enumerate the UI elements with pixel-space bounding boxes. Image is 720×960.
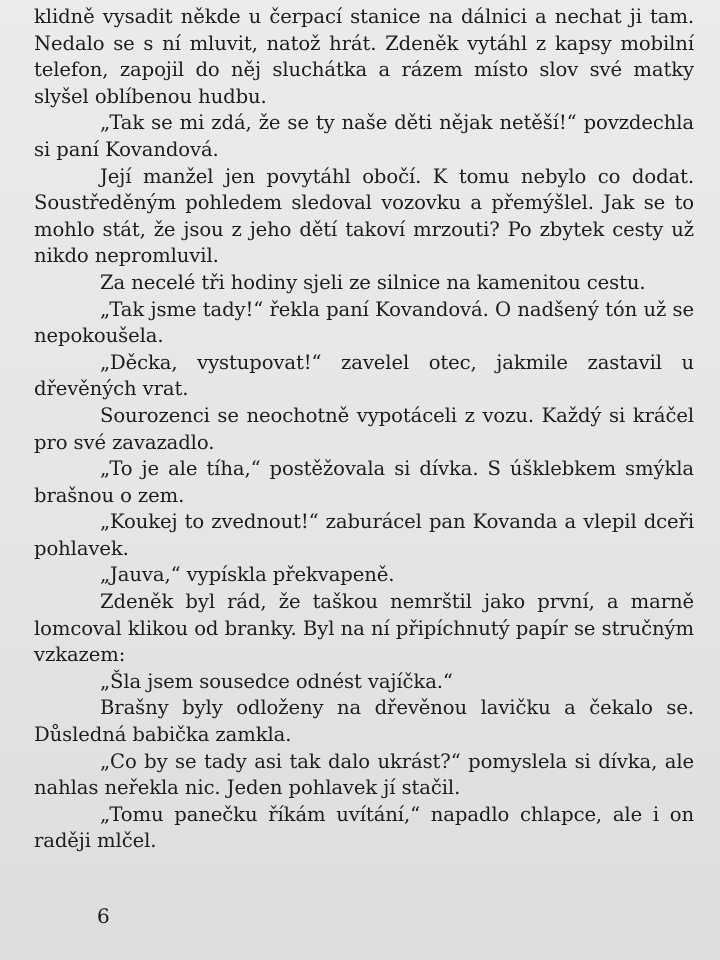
paragraph: klidně vysadit někde u čerpací stanice na dálnici a nechat ji tam. Nedalo se s ní mluvit, natož hrát. Zdeněk vytáhl z kapsy mobilní telefon, zapojil do něj sluchátka a rázem místo slov své matky slyšel oblíbenou hudbu. <box>34 5 694 108</box>
paragraph: „Děcka, vystupovat!“ zavelel otec, jakmile zastavil u dřevěných vrat. <box>34 350 694 401</box>
paragraph: „Tomu panečku říkám uvítání,“ napadlo chlapce, ale i on raději mlčel. <box>34 802 694 853</box>
paragraph: „Tak jsme tady!“ řekla paní Kovandová. O nadšený tón už se nepokoušela. <box>34 297 694 348</box>
page-number: 6 <box>97 904 110 928</box>
paragraph: Její manžel jen povytáhl obočí. K tomu nebylo co dodat. Soustředěným pohledem sledoval vozovku a přemýšlel. Jak se to mohlo stát, že jsou z jeho dětí takoví mrzouti? Po zbytek cesty už nikdo nepromluvil. <box>34 164 694 268</box>
paragraph: „Koukej to zvednout!“ zaburácel pan Kovanda a vlepil dceři pohlavek. <box>34 510 694 560</box>
paragraph: „Šla jsem sousedce odnést vajíčka.“ <box>100 669 453 693</box>
paragraph: Sourozenci se neochotně vypotáceli z vozu. Každý si kráčel pro své zavazadlo. <box>34 403 694 454</box>
paragraph: „Co by se tady asi tak dalo ukrást?“ pomyslela si dívka, ale nahlas neřekla nic. Jeden pohlavek jí stačil. <box>34 749 694 800</box>
paragraph: „Tak se mi zdá, že se ty naše děti nějak netěší!“ povzdechla si paní Kovandová. <box>34 111 694 161</box>
page-text <box>34 4 694 855</box>
paragraph: Za necelé tři hodiny sjeli ze silnice na kamenitou cestu. <box>100 270 646 294</box>
paragraph: Zdeněk byl rád, že taškou nemrštil jako první, a marně lomcoval klikou od branky. Byl na ní připíchnutý papír se stručným vzkazem: <box>34 590 694 667</box>
paragraph: „To je ale tíha,“ postěžovala si dívka. S úšklebkem smýkla brašnou o zem. <box>34 457 694 507</box>
paragraph: „Jauva,“ vypískla překvapeně. <box>100 563 395 587</box>
paragraph: Brašny byly odloženy na dřevěnou lavičku a čekalo se. Důsledná babička zamkla. <box>34 696 694 747</box>
